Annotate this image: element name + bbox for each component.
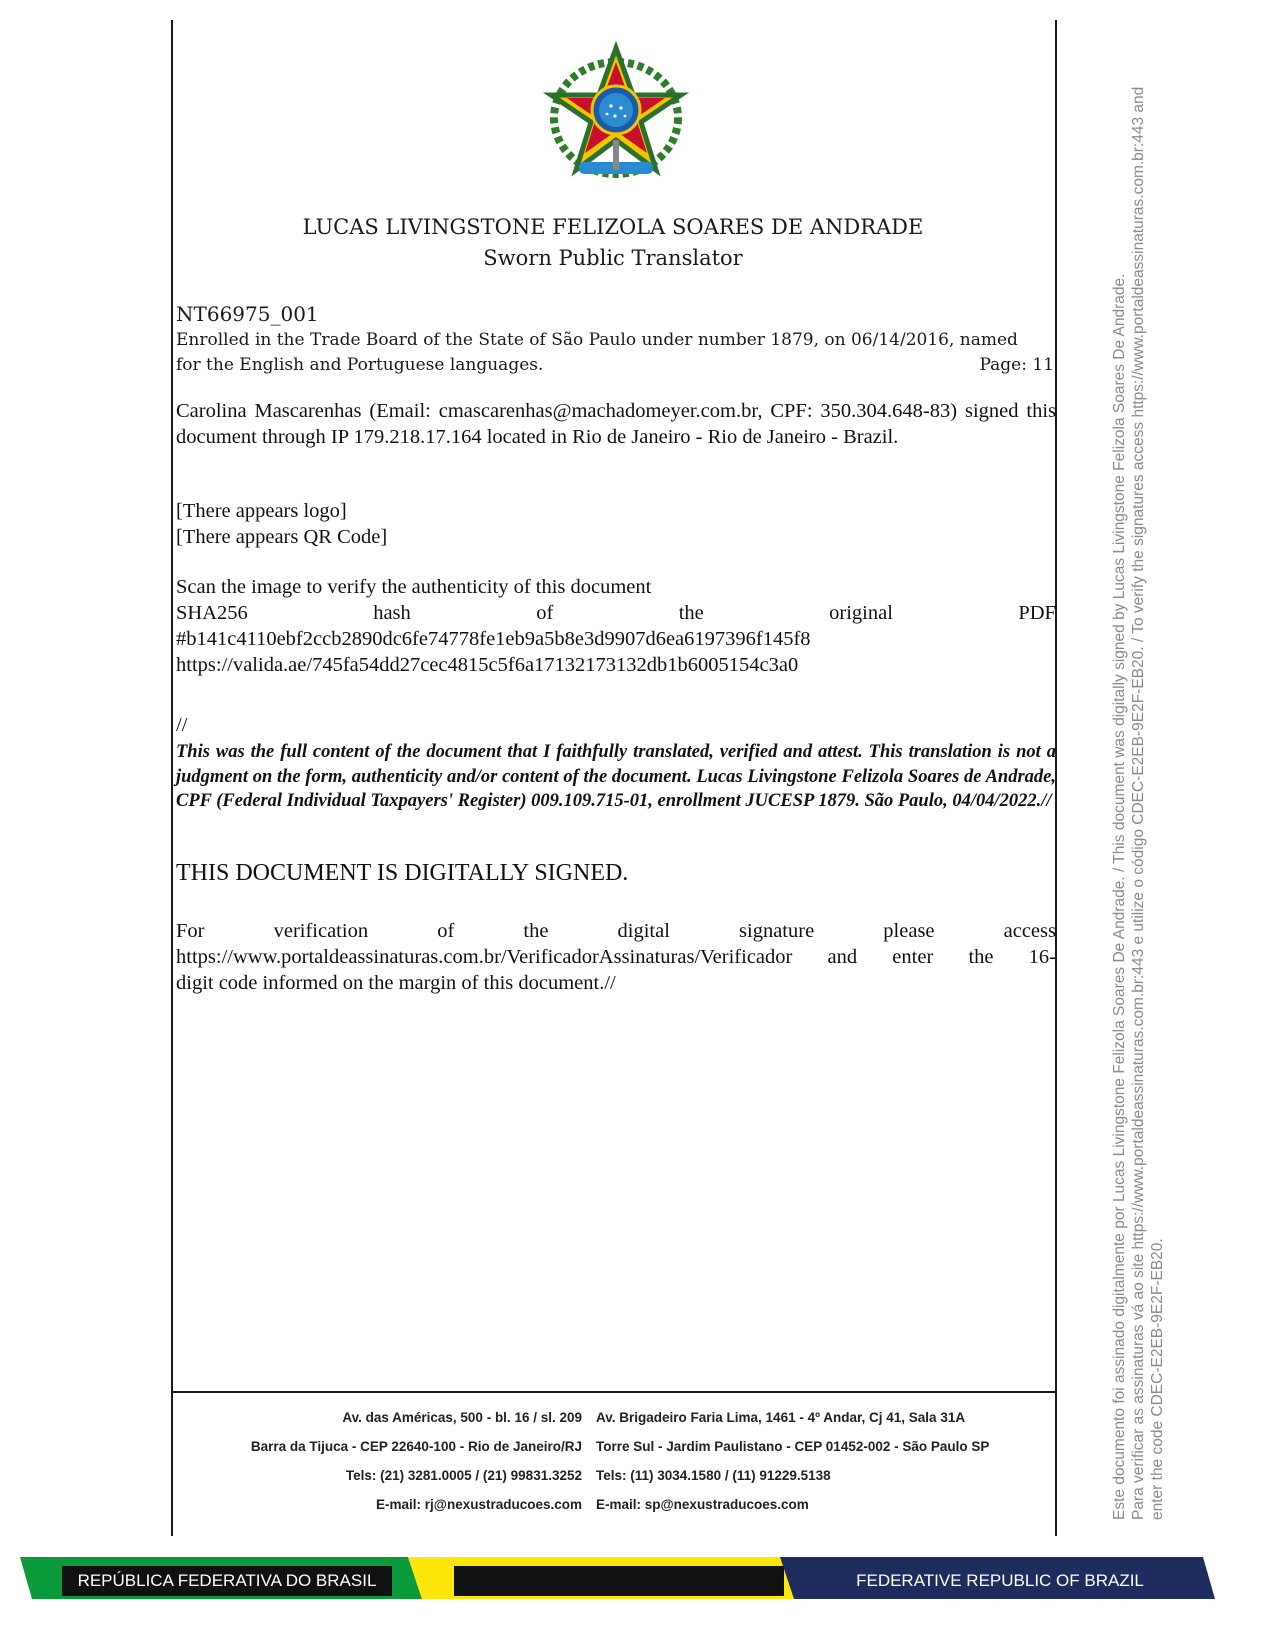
verification-line-1 <box>176 918 1056 944</box>
validation-url[interactable]: https://valida.ae/745fa54dd27cec4815c5f6a17132173132db1b6005154c3a0 <box>176 654 799 676</box>
margin-note-line-2: Para verificar as assinaturas vá ao site https://www.portaldeassinaturas.com.br:443 e utilize o código CDEC-E2EB-9E2F-EB20. / To verify the signatures access https://www.portaldeassinaturas.com.br:443 and <box>1130 86 1147 1520</box>
hash-word: of <box>536 602 554 624</box>
page-number: Page: 11 <box>979 355 1054 375</box>
band-label-middle <box>454 1566 784 1596</box>
verification-word: signature <box>739 920 815 942</box>
hash-word: hash <box>373 602 411 624</box>
signer-paragraph: Carolina Mascarenhas (Email: cmascarenhas@machadomeyer.com.br, CPF: 350.304.648-83) signed this document through IP 179.218.17.164 located in Rio de Janeiro - Rio de Janeiro - Brazil. <box>176 400 1056 448</box>
band-label-english: FEDERATIVE REPUBLIC OF BRAZIL <box>835 1566 1165 1596</box>
sp-address-1: Av. Brigadeiro Faria Lima, 1461 - 4º Andar, Cj 41, Sala 31A <box>596 1410 966 1425</box>
logo-note: [There appears logo] <box>176 500 347 522</box>
hash-word: PDF <box>1018 602 1056 624</box>
verification-word: access <box>1003 920 1056 942</box>
verification-word: 16- <box>1028 946 1056 968</box>
rj-tels: Tels: (21) 3281.0005 / (21) 99831.3252 <box>345 1468 582 1483</box>
translator-name: LUCAS LIVINGSTONE FELIZOLA SOARES DE ANDRADE <box>302 215 924 239</box>
scan-instruction: Scan the image to verify the authenticity of this document <box>176 576 652 598</box>
qr-note: [There appears QR Code] <box>176 526 388 548</box>
enrollment-line: Enrolled in the Trade Board of the State of São Paulo under number 1879, on 06/14/2016, named <box>176 330 1018 350</box>
rj-address-1: Av. das Américas, 500 - bl. 16 / sl. 209 <box>342 1410 582 1425</box>
verification-word: digital <box>617 920 670 942</box>
verification-line-2 <box>176 944 1056 970</box>
rj-address-2: Barra da Tijuca - CEP 22640-100 - Rio de Janeiro/RJ <box>250 1439 582 1454</box>
verifier-url[interactable]: https://www.portaldeassinaturas.com.br/VerificadorAssinaturas/Verificador <box>176 946 793 968</box>
languages-line: for the English and Portuguese languages. <box>176 355 544 375</box>
rj-email[interactable]: E-mail: rj@nexustraducoes.com <box>376 1497 582 1512</box>
verification-word: For <box>176 920 205 942</box>
verification-word: enter <box>892 946 934 968</box>
margin-note-line-3: enter the code CDEC-E2EB-9E2F-EB20. <box>1149 1238 1166 1520</box>
verify-block <box>176 574 1056 678</box>
margin-note-line-1: Este documento foi assinado digitalmente por Lucas Livingstone Felizola Soares De Andrade. / This document was digitally signed by Lucas Livingstone Felizola Soares De Andrade. <box>1111 273 1128 1520</box>
hash-word: SHA256 <box>176 602 248 624</box>
verification-line-3: digit code informed on the margin of this document.// <box>176 972 616 994</box>
sp-tels: Tels: (11) 3034.1580 / (11) 91229.5138 <box>596 1468 831 1483</box>
hash-word: original <box>829 602 893 624</box>
verification-word: and <box>827 946 858 968</box>
coat-of-arms-icon <box>541 40 691 190</box>
attest-slashes: // <box>176 714 188 736</box>
verification-word: please <box>883 920 935 942</box>
verification-word: the <box>968 946 994 968</box>
verification-word: the <box>523 920 549 942</box>
sp-address-2: Torre Sul - Jardim Paulistano - CEP 01452-002 - São Paulo SP <box>596 1439 990 1454</box>
footer-sao-paulo-office <box>596 1403 1046 1519</box>
footer-divider <box>171 1391 1057 1393</box>
translator-header <box>173 212 1053 274</box>
band-label-portuguese: REPÚBLICA FEDERATIVA DO BRASIL <box>62 1566 392 1596</box>
digitally-signed-heading: THIS DOCUMENT IS DIGITALLY SIGNED. <box>176 860 629 886</box>
hash-caption <box>176 600 1056 626</box>
signature-verification <box>176 918 1056 996</box>
sp-email[interactable]: E-mail: sp@nexustraducoes.com <box>596 1497 809 1512</box>
attestation-text: This was the full content of the document that I faithfully translated, verified and attest. This translation is not a judgment on the form, authenticity and/or content of the document. Lucas Livingstone Felizola Soares de Andrade, CPF (Federal Individual Taxpayers' Register) 009.109.715-01, enrollment JUCESP 1879. São Paulo, 04/04/2022.// <box>176 742 1056 811</box>
hash-word: the <box>678 602 704 624</box>
translator-role: Sworn Public Translator <box>483 246 743 270</box>
footer-rio-office <box>180 1403 582 1519</box>
document-meta <box>176 300 1054 378</box>
sha256-hash: #b141c4110ebf2ccb2890dc6fe74778fe1eb9a5b8e3d9907d6ea6197396f145f8 <box>176 628 811 650</box>
placeholder-notes <box>176 498 1056 550</box>
verification-word: of <box>437 920 455 942</box>
digital-signature-margin-note <box>1110 87 1167 1520</box>
verification-word: verification <box>273 920 369 942</box>
document-code: NT66975_001 <box>176 302 319 326</box>
